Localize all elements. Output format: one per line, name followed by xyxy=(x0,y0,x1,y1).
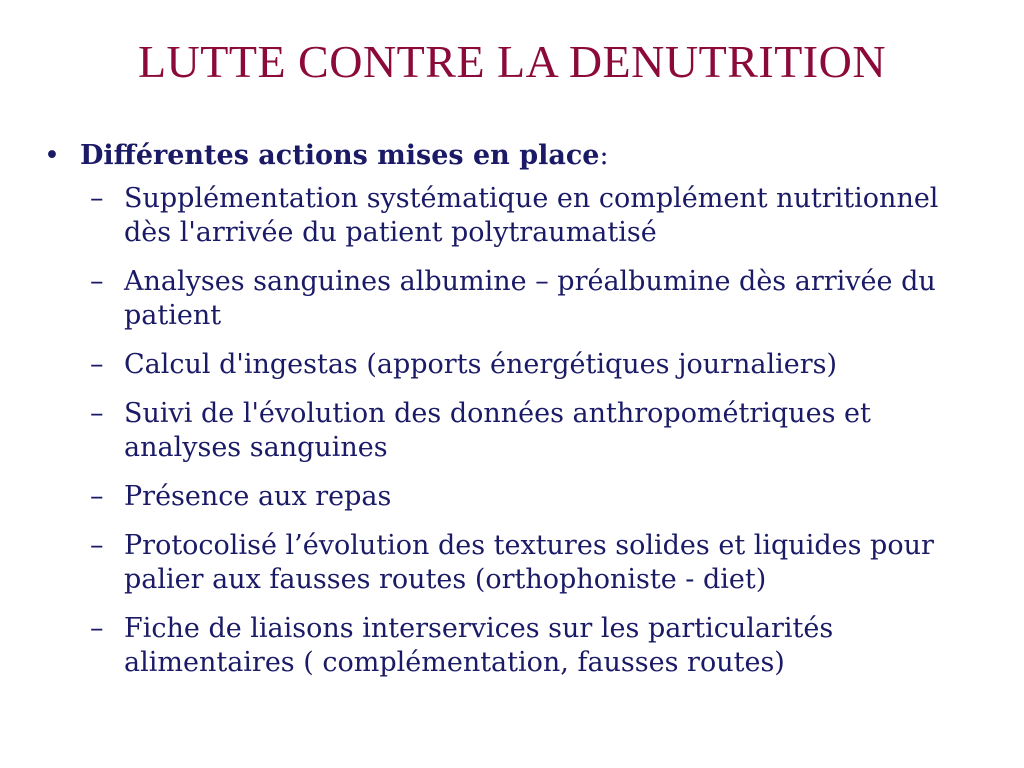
sub-bullet-text: Suivi de l'évolution des données anthropométriques et analyses sanguines xyxy=(124,398,871,463)
sub-bullet-text: Fiche de liaisons interservices sur les particularités alimentaires ( complémentation, fausses routes) xyxy=(124,613,834,678)
dash-symbol: – xyxy=(90,349,104,380)
sub-bullet-item xyxy=(44,182,994,250)
main-bullet-label: Différentes actions mises en place xyxy=(80,140,600,171)
sub-bullet-text: Calcul d'ingestas (apports énergétiques journaliers) xyxy=(124,349,838,380)
slide-content xyxy=(44,136,994,695)
dash-symbol: – xyxy=(90,613,104,644)
sub-bullet-text: Présence aux repas xyxy=(124,481,392,512)
sub-bullet-item xyxy=(44,265,994,333)
sub-bullet-item xyxy=(44,612,994,680)
sub-bullet-text: Protocolisé l’évolution des textures solides et liquides pour palier aux fausses routes (orthophoniste - diet) xyxy=(124,530,934,595)
slide-title: LUTTE CONTRE LA DENUTRITION xyxy=(137,36,887,87)
dash-symbol: – xyxy=(90,481,104,512)
sub-bullet-text: Analyses sanguines albumine – préalbumine dès arrivée du patient xyxy=(124,266,936,331)
sub-bullet-item xyxy=(44,348,994,382)
bullet-symbol: • xyxy=(44,140,60,171)
sub-bullet-item xyxy=(44,397,994,465)
sub-bullet-list xyxy=(44,182,994,680)
sub-bullet-item xyxy=(44,529,994,597)
sub-bullet-item xyxy=(44,480,994,514)
dash-symbol: – xyxy=(90,530,104,561)
main-bullet-suffix: : xyxy=(599,140,609,171)
sub-bullet-text: Supplémentation systématique en complément nutritionnel dès l'arrivée du patient polytraumatisé xyxy=(124,183,939,248)
main-bullet-item xyxy=(44,136,994,176)
dash-symbol: – xyxy=(90,398,104,429)
dash-symbol: – xyxy=(90,183,104,214)
dash-symbol: – xyxy=(90,266,104,297)
